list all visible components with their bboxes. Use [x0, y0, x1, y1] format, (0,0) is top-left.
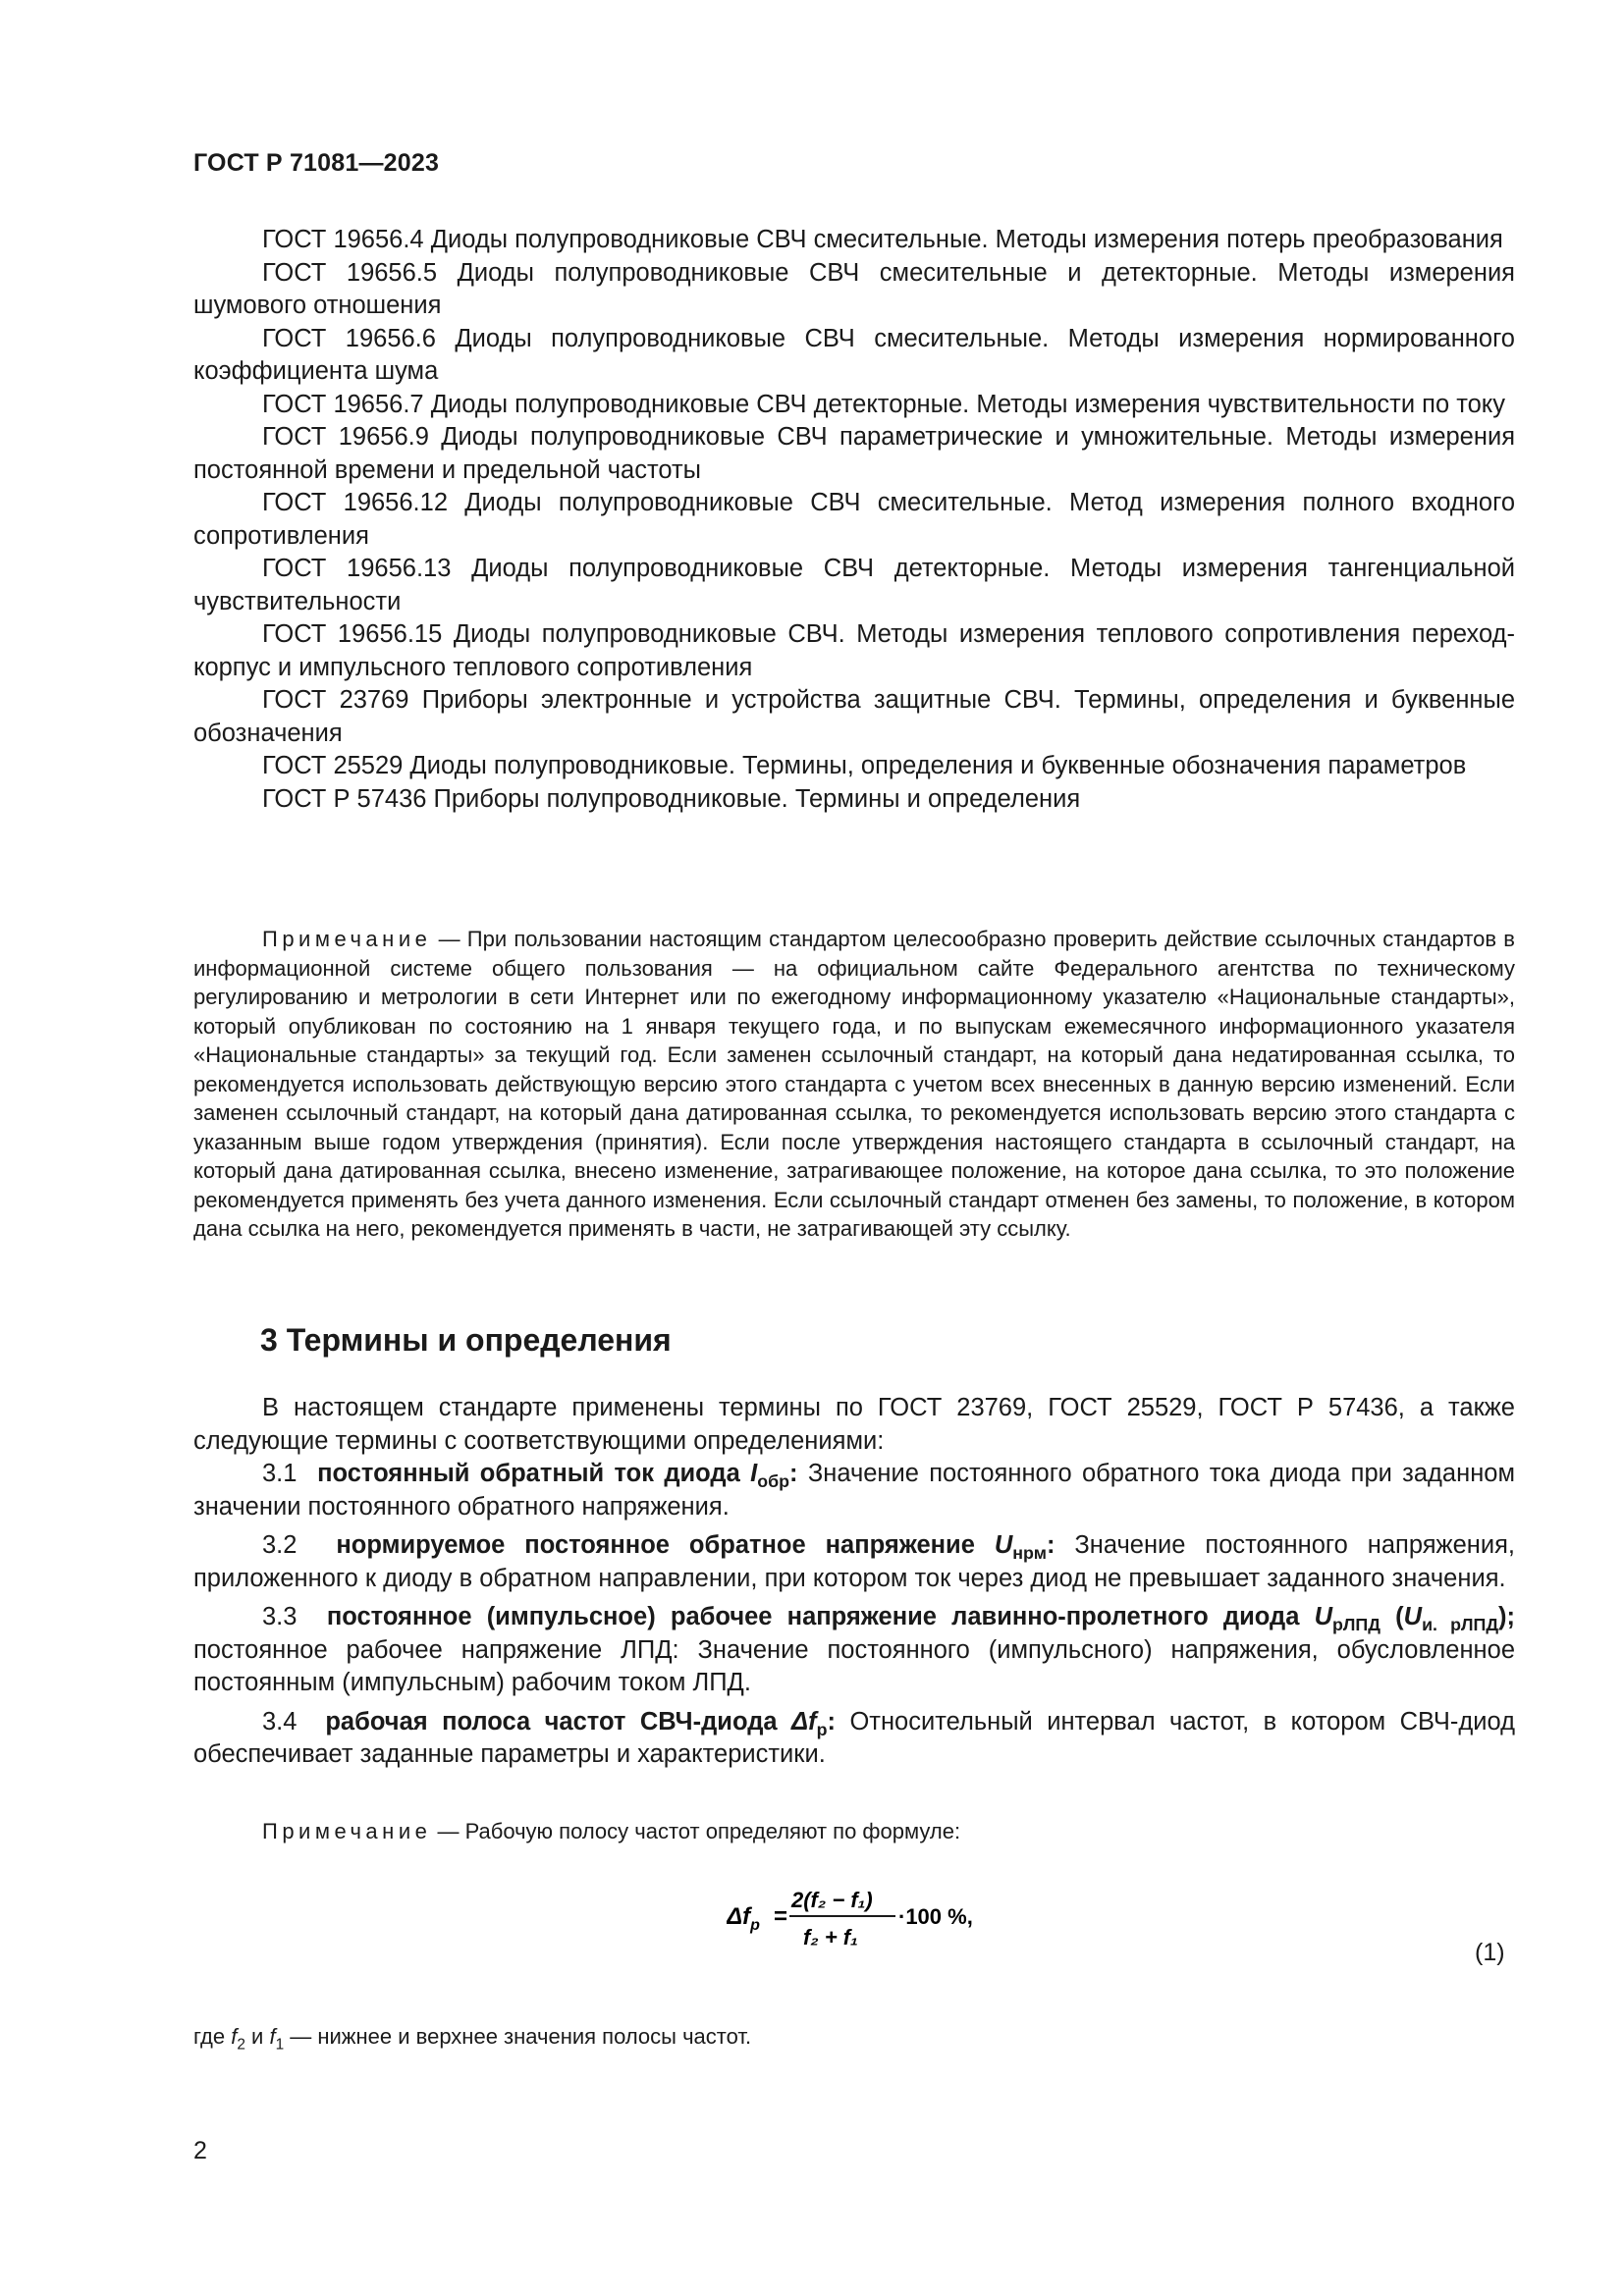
term-3-1: 3.1 постоянный обратный ток диода $I_{обр}$: Значение постоянного обратного тока диода при заданном значении постоянного обратного напряжения. — [193, 1460, 1515, 1521]
formula-explanation: где $f_2$ и $f_1$ — нижнее и верхнее значения полосы частот. — [193, 2024, 752, 2054]
terms-block — [193, 1392, 1515, 1772]
reference-item: ГОСТ 19656.4 Диоды полупроводниковые СВЧ смесительные. Методы измерения потерь преобразования — [262, 226, 1503, 253]
term-name: рабочая полоса частот СВЧ-диода — [325, 1707, 791, 1735]
term-name: постоянное (импульсное) рабочее напряжение лавинно-пролетного диода — [326, 1603, 1315, 1630]
term-3-2: 3.2 нормируемое постоянное обратное напряжение $U_{нрм}$: Значение постоянного напряжения, приложенного к диоду в обратном направлении, при котором ток через диод не превышает заданного значения. — [193, 1531, 1516, 1592]
term-definition: Значение постоянного напряжения, приложенного к диоду в обратном направлении, при котором ток через диод не превышает заданного значения. — [193, 1531, 1516, 1592]
formula-numerator: 2(f₂ − f₁) — [791, 1888, 873, 1912]
formula-denominator: f₂ + f₁ — [803, 1925, 858, 1949]
term-definition: Значение постоянного обратного тока диода при заданном значении постоянного обратного напряжения. — [193, 1460, 1515, 1521]
reference-item: ГОСТ 19656.5 Диоды полупроводниковые СВЧ смесительные и детекторные. Методы измерения шумового отношения — [193, 258, 1515, 319]
term-3-4: 3.4 рабочая полоса частот СВЧ-диода $\Delta f_р$: Относительный интервал частот, в котором СВЧ-диод обеспечивает заданные параметры и характеристики. — [193, 1707, 1515, 1768]
reference-item: ГОСТ 23769 Приборы электронные и устройства защитные СВЧ. Термины, определения и буквенные обозначения — [193, 686, 1515, 747]
formula-tail: ·100 %, — [898, 1904, 973, 1929]
term-name: постоянный обратный ток диода — [317, 1460, 751, 1487]
formula-lhs: $\Delta f_p$ — [727, 1903, 760, 1934]
reference-item: ГОСТ 19656.7 Диоды полупроводниковые СВЧ детекторные. Методы измерения чувствительности по току — [262, 390, 1505, 418]
note-text: — При пользовании настоящим стандартом целесообразно проверить действие ссылочных стандартов в информационной системе общего пользования — на официальном сайте Федерального агентства по техническому регулированию и метрологии в сети Интернет или по ежегодному информационному указателю «Национальные стандарты», который опубликован по состоянию на 1 января текущего года, и по выпускам ежемесячного информационного указателя «Национальные стандарты» за текущий год. Если заменен ссылочный стандарт, на который дана недатированная ссылка, то рекомендуется использовать действующую версию этого стандарта с учетом всех внесенных в данную версию изменений. Если заменен ссылочный стандарт, на который дана датированная ссылка, то рекомендуется использовать версию этого стандарта с указанным выше годом утверждения (принятия). Если после утверждения настоящего стандарта в ссылочный стандарт, на который дана датированная ссылка, внесено изменение, затрагивающее положение, на которое дана ссылка, то это положение рекомендуется применять без учета данного изменения. Если ссылочный стандарт отменен без замены, то положение, в котором дана ссылка на него, рекомендуется применять в части, не затрагивающей эту ссылку. — [193, 927, 1515, 1241]
reference-item: ГОСТ 19656.9 Диоды полупроводниковые СВЧ параметрические и умножительные. Методы измерения постоянной времени и предельной частоты — [193, 423, 1515, 484]
reference-item: ГОСТ 19656.13 Диоды полупроводниковые СВЧ детекторные. Методы измерения тангенциальной чувствительности — [193, 555, 1515, 615]
term-definition: постоянное рабочее напряжение ЛПД: Значение постоянного (импульсного) напряжения, обусловленное постоянным (импульсным) рабочим током ЛПД. — [193, 1635, 1515, 1696]
section-intro: В настоящем стандарте применены термины по ГОСТ 23769, ГОСТ 25529, ГОСТ Р 57436, а также следующие термины с соответствующими определениями: — [193, 1394, 1515, 1455]
references-note — [193, 925, 1515, 1244]
note-label: Примечание — [262, 927, 432, 951]
note-text: — Рабочую полосу частот определяют по формуле: — [431, 1819, 961, 1843]
references-list — [193, 224, 1515, 816]
reference-item: ГОСТ 25529 Диоды полупроводниковые. Термины, определения и буквенные обозначения параметров — [262, 752, 1467, 779]
reference-item: ГОСТ 19656.15 Диоды полупроводниковые СВЧ. Методы измерения теплового сопротивления переход-корпус и импульсного теплового сопротивления — [193, 620, 1515, 681]
reference-item: ГОСТ 19656.6 Диоды полупроводниковые СВЧ смесительные. Методы измерения нормированного коэффициента шума — [193, 324, 1515, 385]
page-number: 2 — [193, 2137, 207, 2164]
note-label: Примечание — [262, 1819, 432, 1843]
bandwidth-formula — [727, 1870, 1001, 1958]
term-name: нормируемое постоянное обратное напряжение — [336, 1531, 995, 1559]
reference-item: ГОСТ Р 57436 Приборы полупроводниковые. Термины и определения — [262, 784, 1081, 813]
term-3-3: 3.3 постоянное (импульсное) рабочее напряжение лавинно-пролетного диода $U_{рЛПД}$ $(U_{и. рЛПД})$; постоянное рабочее напряжение ЛПД: Значение постоянного (импульсного) напряжения, обусловленное постоянным (импульсным) рабочим током ЛПД. — [193, 1603, 1516, 1696]
reference-item: ГОСТ 19656.12 Диоды полупроводниковые СВЧ смесительные. Метод измерения полного входного сопротивления — [193, 489, 1515, 550]
document-header: ГОСТ Р 71081—2023 — [193, 149, 440, 177]
equation-number: (1) — [1475, 1939, 1505, 1966]
term-definition: Относительный интервал частот, в котором СВЧ-диод обеспечивает заданные параметры и характеристики. — [193, 1707, 1515, 1768]
formula-note — [262, 1819, 960, 1844]
svg-text:=: = — [774, 1903, 788, 1930]
section-title: 3 Термины и определения — [260, 1322, 672, 1358]
